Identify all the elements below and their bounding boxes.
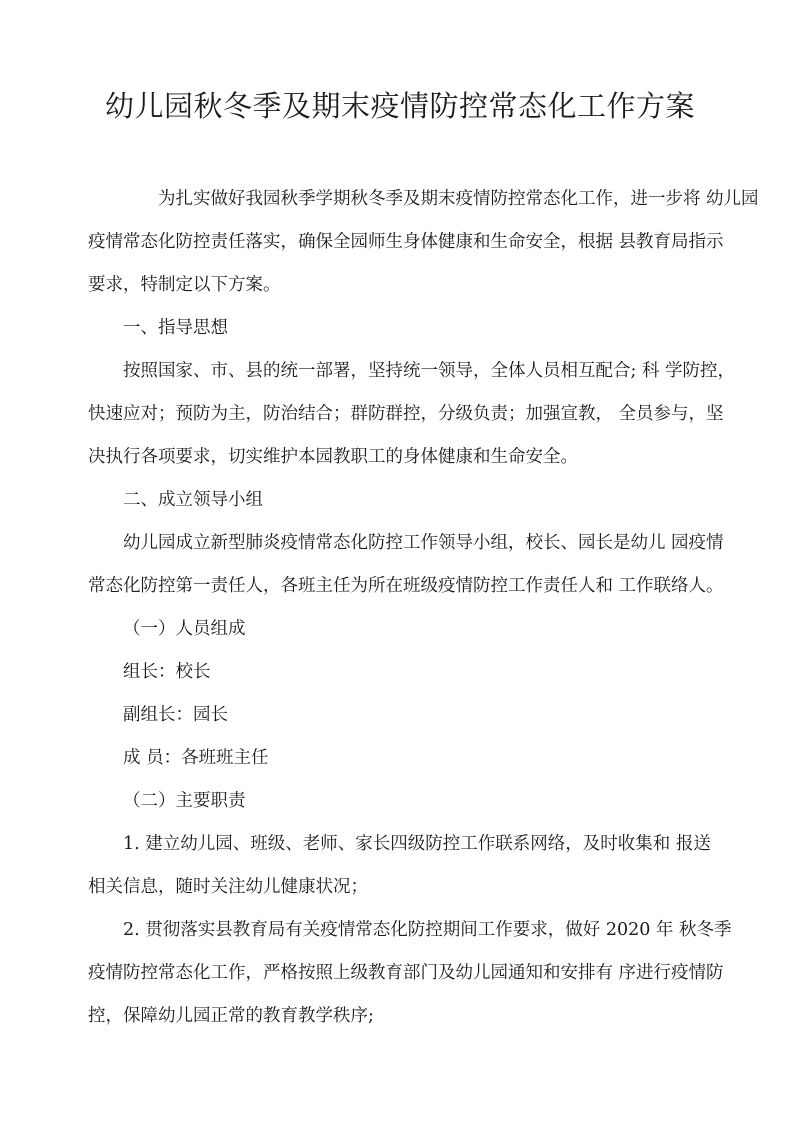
list-item-line: 1. 建立幼儿园、班级、老师、家长四级防控工作联系网络，及时收集和 报送 bbox=[123, 834, 711, 854]
list-item-line: 控，保障幼儿园正常的教育教学秩序; bbox=[88, 1006, 374, 1026]
list-item-line: 2. 贯彻落实县教育局有关疫情常态化防控期间工作要求，做好 2020 年 秋冬季 bbox=[123, 920, 732, 940]
paragraph-line: 要求，特制定以下方案。 bbox=[88, 275, 281, 295]
section-heading: 二、成立领导小组 bbox=[123, 490, 263, 510]
document-body bbox=[88, 178, 759, 1038]
section-heading: 一、指导思想 bbox=[123, 318, 228, 338]
member-line: 组长：校长 bbox=[123, 662, 211, 682]
paragraph-line: 疫情常态化防控责任落实，确保全园师生身体健康和生命安全，根据 县教育局指示 bbox=[88, 232, 724, 252]
paragraph-line: 为扎实做好我园秋季学期秋冬季及期末疫情防控常态化工作，进一步将 幼儿园 bbox=[158, 189, 759, 209]
member-line: 成 员：各班班主任 bbox=[123, 748, 269, 768]
subsection-heading: （二）主要职责 bbox=[123, 791, 246, 811]
list-item-line: 相关信息，随时关注幼儿健康状况； bbox=[88, 877, 368, 897]
subsection-heading: （一）人员组成 bbox=[123, 619, 246, 639]
paragraph-line: 幼儿园成立新型肺炎疫情常态化防控工作领导小组，校长、园长是幼儿 园疫情 bbox=[123, 533, 724, 553]
paragraph-line: 快速应对；预防为主，防治结合；群防群控，分级负责；加强宣教， 全员参与，坚 bbox=[88, 404, 724, 424]
list-item-line: 疫情防控常态化工作，严格按照上级教育部门及幼儿园通知和安排有 序进行疫情防 bbox=[88, 963, 724, 983]
paragraph-line: 常态化防控第一责任人，各班主任为所在班级疫情防控工作责任人和 工作联络人。 bbox=[88, 576, 724, 596]
paragraph-line: 按照国家、市、县的统一部署，坚持统一领导，全体人员相互配合; 科 学防控， bbox=[123, 361, 736, 381]
member-line: 副组长：园长 bbox=[123, 705, 228, 725]
paragraph-line: 决执行各项要求，切实维护本园教职工的身体健康和生命安全。 bbox=[88, 447, 578, 467]
document-title: 幼儿园秋冬季及期末疫情防控常态化工作方案 bbox=[104, 89, 695, 123]
